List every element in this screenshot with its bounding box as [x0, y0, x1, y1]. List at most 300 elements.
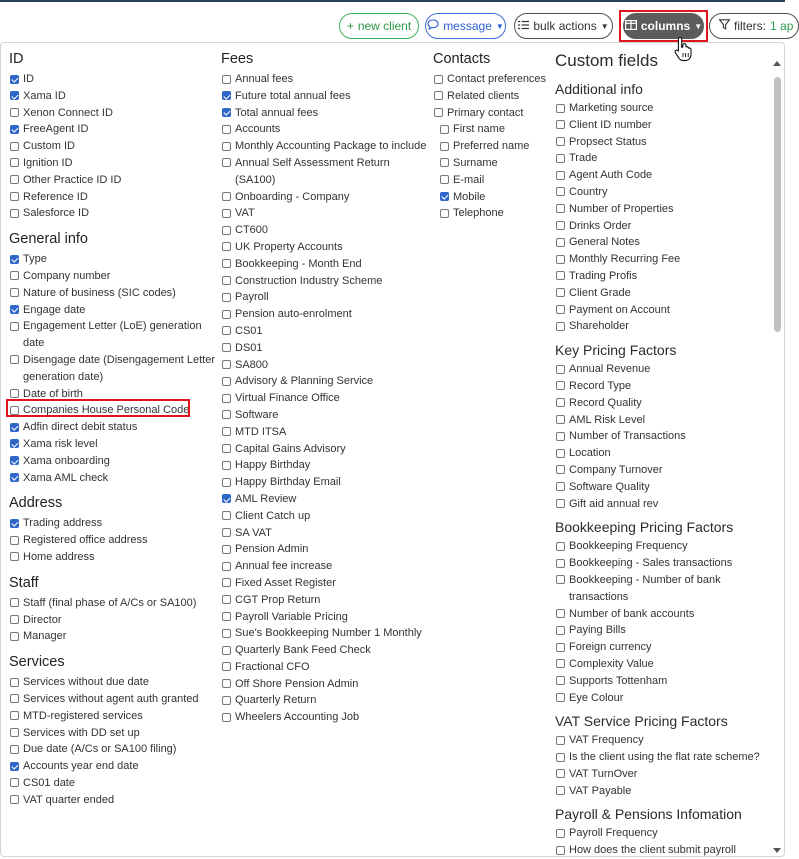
column-option-payroll-frequency[interactable]	[555, 825, 767, 842]
checkbox-unchecked[interactable]	[10, 142, 19, 151]
checkbox-unchecked[interactable]	[10, 271, 19, 280]
checkbox-unchecked[interactable]	[556, 415, 565, 424]
column-option-gift-aid-annual-rev[interactable]	[555, 496, 767, 513]
column-option-capital-gains-advisory[interactable]	[221, 441, 433, 458]
checkbox-unchecked[interactable]	[222, 326, 231, 335]
column-option-trade[interactable]	[555, 150, 767, 167]
column-option-software[interactable]	[221, 407, 433, 424]
column-option-record-type[interactable]	[555, 378, 767, 395]
checkbox-unchecked[interactable]	[222, 528, 231, 537]
column-option-number-of-transactions[interactable]	[555, 428, 767, 445]
checkbox-unchecked[interactable]	[556, 846, 565, 855]
column-option-shareholder[interactable]	[555, 318, 767, 335]
checkbox-checked[interactable]	[10, 473, 19, 482]
column-option-cs01[interactable]	[221, 323, 433, 340]
column-option-preferred-name[interactable]	[439, 138, 555, 155]
column-option-total-annual-fees[interactable]	[221, 105, 433, 122]
column-option-services-without-agent-auth-granted[interactable]	[9, 691, 221, 708]
column-option-pension-admin[interactable]	[221, 541, 433, 558]
checkbox-unchecked[interactable]	[10, 598, 19, 607]
checkbox-unchecked[interactable]	[556, 786, 565, 795]
column-option-trading-address[interactable]	[9, 515, 221, 532]
column-option-monthly-recurring-fee[interactable]	[555, 251, 767, 268]
checkbox-checked[interactable]	[10, 423, 19, 432]
checkbox-unchecked[interactable]	[556, 542, 565, 551]
column-option-paying-bills[interactable]	[555, 622, 767, 639]
column-option-company-turnover[interactable]	[555, 462, 767, 479]
checkbox-unchecked[interactable]	[222, 511, 231, 520]
checkbox-unchecked[interactable]	[556, 221, 565, 230]
checkbox-unchecked[interactable]	[556, 271, 565, 280]
checkbox-unchecked[interactable]	[10, 355, 19, 364]
checkbox-unchecked[interactable]	[556, 104, 565, 113]
column-option-reference-id[interactable]	[9, 189, 221, 206]
column-option-label: Company number	[23, 269, 111, 282]
checkbox-unchecked[interactable]	[556, 693, 565, 702]
column-option-label: Monthly Accounting Package to include	[235, 140, 427, 153]
column-option-due-date-a-cs-or-sa100-filing[interactable]	[9, 741, 221, 758]
column-option-id[interactable]	[9, 71, 221, 88]
column-option-label: SA VAT	[235, 526, 272, 539]
checkbox-unchecked[interactable]	[10, 536, 19, 545]
checkbox-unchecked[interactable]	[10, 795, 19, 804]
checkbox-unchecked[interactable]	[10, 322, 19, 331]
checkbox-unchecked[interactable]	[222, 646, 231, 655]
checkbox-unchecked[interactable]	[222, 276, 231, 285]
column-option-ignition-id[interactable]	[9, 155, 221, 172]
checkbox-unchecked[interactable]	[10, 615, 19, 624]
column-option-label: Xenon Connect ID	[23, 106, 113, 119]
checkbox-unchecked[interactable]	[10, 288, 19, 297]
checkbox-unchecked[interactable]	[556, 769, 565, 778]
column-option-engagement-letter-loe-generation-date[interactable]	[9, 318, 221, 352]
column-option-services-without-due-date[interactable]	[9, 674, 221, 691]
checkbox-unchecked[interactable]	[10, 778, 19, 787]
column-option-complexity-value[interactable]	[555, 656, 767, 673]
checkbox-unchecked[interactable]	[434, 75, 443, 84]
column-option-director[interactable]	[9, 612, 221, 629]
column-option-country[interactable]	[555, 184, 767, 201]
column-option-monthly-accounting-package-to-include[interactable]	[221, 138, 433, 155]
checkbox-unchecked[interactable]	[222, 461, 231, 470]
checkbox-unchecked[interactable]	[10, 711, 19, 720]
column-option-fractional-cfo[interactable]	[221, 659, 433, 676]
checkbox-checked[interactable]	[222, 108, 231, 117]
column-option-label: Engagement Letter (LoE) generation date	[23, 320, 202, 350]
checkbox-checked[interactable]	[10, 255, 19, 264]
column-option-annual-self-assessment-return-sa100[interactable]	[221, 155, 433, 189]
column-option-foreign-currency[interactable]	[555, 639, 767, 656]
checkbox-unchecked[interactable]	[556, 626, 565, 635]
column-option-trading-profis[interactable]	[555, 268, 767, 285]
column-option-label: AML Review	[235, 492, 297, 505]
column-option-eye-colour[interactable]	[555, 690, 767, 707]
column-option-off-shore-pension-admin[interactable]	[221, 676, 433, 693]
column-option-label: Happy Birthday Email	[235, 476, 341, 489]
checkbox-unchecked[interactable]	[556, 643, 565, 652]
checkbox-checked[interactable]	[10, 91, 19, 100]
column-option-label: Annual fees	[235, 73, 294, 85]
column-option-services-with-dd-set-up[interactable]	[9, 725, 221, 742]
column-option-label: Disengage date (Disengagement Letter generation date)	[23, 353, 216, 383]
checkbox-unchecked[interactable]	[10, 158, 19, 167]
column-option-general-notes[interactable]	[555, 234, 767, 251]
scroll-up-arrow-icon[interactable]	[773, 61, 781, 66]
checkbox-unchecked[interactable]	[222, 679, 231, 688]
checkbox-unchecked[interactable]	[222, 226, 231, 235]
column-option-fixed-asset-register[interactable]	[221, 575, 433, 592]
checkbox-checked[interactable]	[10, 75, 19, 84]
column-option-label: Record Type	[569, 379, 632, 392]
checkbox-unchecked[interactable]	[222, 310, 231, 319]
column-option-annual-fees[interactable]	[221, 71, 433, 88]
section-title-general-info: General info	[9, 231, 88, 248]
checkbox-unchecked[interactable]	[10, 728, 19, 737]
column-option-drinks-order[interactable]	[555, 218, 767, 235]
column-option-label: Paying Bills	[569, 624, 626, 637]
column-option-label: First name	[453, 123, 505, 136]
column-option-construction-industry-scheme[interactable]	[221, 273, 433, 290]
checkbox-unchecked[interactable]	[222, 595, 231, 604]
column-option-happy-birthday[interactable]	[221, 457, 433, 474]
column-option-manager[interactable]	[9, 628, 221, 645]
checkbox-unchecked[interactable]	[222, 612, 231, 621]
column-option-label: Supports Tottenham	[569, 674, 668, 687]
panel-scrollbar[interactable]	[770, 57, 784, 857]
checkbox-unchecked[interactable]	[222, 410, 231, 419]
filter-funnel-icon	[719, 19, 730, 33]
checkbox-checked[interactable]	[222, 494, 231, 503]
column-option-label: Staff (final phase of A/Cs or SA100)	[23, 596, 197, 609]
checkbox-unchecked[interactable]	[222, 562, 231, 571]
column-option-is-the-client-using-the-flat-rate-scheme[interactable]	[555, 749, 767, 766]
column-option-label: Nature of business (SIC codes)	[23, 286, 176, 299]
column-option-number-of-properties[interactable]	[555, 201, 767, 218]
column-option-label: Ignition ID	[23, 156, 73, 169]
checkbox-unchecked[interactable]	[556, 365, 565, 374]
column-option-other-practice-id-id[interactable]	[9, 172, 221, 189]
checkbox-unchecked[interactable]	[556, 238, 565, 247]
column-option-nature-of-business-sic-codes[interactable]	[9, 285, 221, 302]
column-option-type[interactable]	[9, 251, 221, 268]
filters-button[interactable]	[709, 13, 799, 39]
column-option-related-clients[interactable]	[433, 88, 555, 105]
column-option-label: Marketing source	[569, 102, 654, 114]
checkbox-unchecked[interactable]	[556, 120, 565, 129]
checkbox-unchecked[interactable]	[10, 209, 19, 218]
checkbox-unchecked[interactable]	[10, 678, 19, 687]
column-option-accounts-year-end-date[interactable]	[9, 758, 221, 775]
checkbox-unchecked[interactable]	[222, 125, 231, 134]
column-option-label: UK Property Accounts	[235, 240, 343, 253]
column-option-payroll-variable-pricing[interactable]	[221, 609, 433, 626]
column-option-label: Number of Transactions	[569, 430, 686, 443]
checkbox-unchecked[interactable]	[222, 478, 231, 487]
filters-label: filters:	[734, 19, 767, 33]
column-option-marketing-source[interactable]	[555, 100, 767, 117]
checkbox-unchecked[interactable]	[556, 398, 565, 407]
checkbox-unchecked[interactable]	[556, 381, 565, 390]
checkbox-unchecked[interactable]	[222, 662, 231, 671]
column-option-xama-aml-check[interactable]	[9, 470, 221, 487]
checkbox-unchecked[interactable]	[10, 632, 19, 641]
column-option-location[interactable]	[555, 445, 767, 462]
column-option-cgt-prop-return[interactable]	[221, 592, 433, 609]
checkbox-unchecked[interactable]	[10, 694, 19, 703]
column-option-telephone[interactable]	[439, 205, 555, 222]
column-option-onboarding-company[interactable]	[221, 189, 433, 206]
column-option-bookkeeping-sales-transactions[interactable]	[555, 555, 767, 572]
checkbox-unchecked[interactable]	[556, 255, 565, 264]
column-option-future-total-annual-fees[interactable]	[221, 88, 433, 105]
column-option-agent-auth-code[interactable]	[555, 167, 767, 184]
checkbox-checked[interactable]	[10, 305, 19, 314]
column-option-client-id-number[interactable]	[555, 117, 767, 134]
checkbox-unchecked[interactable]	[556, 559, 565, 568]
column-option-label: Payroll Frequency	[569, 827, 658, 840]
column-option-wheelers-accounting-job[interactable]	[221, 709, 433, 726]
column-option-quarterly-return[interactable]	[221, 692, 433, 709]
checkbox-unchecked[interactable]	[10, 108, 19, 117]
checkbox-checked[interactable]	[10, 456, 19, 465]
message-button[interactable]	[425, 13, 506, 39]
checkbox-unchecked[interactable]	[556, 305, 565, 314]
column-option-label: Quarterly Return	[235, 694, 317, 707]
column-option-client-catch-up[interactable]	[221, 508, 433, 525]
checkbox-unchecked[interactable]	[222, 209, 231, 218]
bulk-actions-button[interactable]	[514, 13, 613, 39]
checkbox-unchecked[interactable]	[440, 209, 449, 218]
column-option-how-does-the-client-submit-payroll[interactable]	[555, 842, 767, 859]
checkbox-unchecked[interactable]	[556, 736, 565, 745]
column-option-label: Gift aid annual rev	[569, 497, 659, 510]
column-option-bookkeeping-month-end[interactable]	[221, 256, 433, 273]
column-option-sa800[interactable]	[221, 357, 433, 374]
checkbox-unchecked[interactable]	[556, 575, 565, 584]
scroll-down-arrow-icon[interactable]	[773, 848, 781, 853]
checkbox-checked[interactable]	[10, 439, 19, 448]
checkbox-unchecked[interactable]	[10, 175, 19, 184]
checkbox-unchecked[interactable]	[10, 745, 19, 754]
checkbox-unchecked[interactable]	[440, 175, 449, 184]
column-option-bookkeeping-frequency[interactable]	[555, 538, 767, 555]
column-option-label: Happy Birthday	[235, 459, 311, 472]
column-option-ct600[interactable]	[221, 222, 433, 239]
new-client-button[interactable]	[339, 13, 419, 39]
checkbox-unchecked[interactable]	[222, 696, 231, 705]
checkbox-unchecked[interactable]	[556, 322, 565, 331]
column-option-annual-fee-increase[interactable]	[221, 558, 433, 575]
column-option-xama-onboarding[interactable]	[9, 453, 221, 470]
column-option-salesforce-id[interactable]	[9, 205, 221, 222]
column-option-record-quality[interactable]	[555, 395, 767, 412]
checkbox-unchecked[interactable]	[440, 142, 449, 151]
column-option-accounts[interactable]	[221, 121, 433, 138]
checkbox-unchecked[interactable]	[10, 389, 19, 398]
checkbox-unchecked[interactable]	[556, 171, 565, 180]
column-option-label: DS01	[235, 341, 263, 354]
column-option-virtual-finance-office[interactable]	[221, 390, 433, 407]
column-option-number-of-bank-accounts[interactable]	[555, 606, 767, 623]
checkbox-checked[interactable]	[10, 519, 19, 528]
column-option-vat[interactable]	[221, 205, 433, 222]
column-option-xama-id[interactable]	[9, 88, 221, 105]
column-option-adfin-direct-debit-status[interactable]	[9, 419, 221, 436]
checkbox-unchecked[interactable]	[222, 377, 231, 386]
checkbox-unchecked[interactable]	[556, 753, 565, 762]
column-option-xama-risk-level[interactable]	[9, 436, 221, 453]
checkbox-unchecked[interactable]	[222, 242, 231, 251]
column-option-registered-office-address[interactable]	[9, 532, 221, 549]
checkbox-checked[interactable]	[10, 762, 19, 771]
column-option-freeagent-id[interactable]	[9, 121, 221, 138]
column-option-mobile[interactable]	[439, 189, 555, 206]
scrollbar-thumb[interactable]	[774, 77, 781, 332]
column-option-staff-final-phase-of-a-cs-or-sa100[interactable]	[9, 595, 221, 612]
checkbox-unchecked[interactable]	[222, 545, 231, 554]
column-option-mtd-itsa[interactable]	[221, 424, 433, 441]
column-option-advisory-planning-service[interactable]	[221, 373, 433, 390]
column-option-uk-property-accounts[interactable]	[221, 239, 433, 256]
column-option-label: Future total annual fees	[235, 89, 351, 102]
checkbox-unchecked[interactable]	[222, 158, 231, 167]
checkbox-unchecked[interactable]	[222, 394, 231, 403]
caret-down-icon: ▼	[495, 21, 504, 31]
column-option-label: Onboarding - Company	[235, 190, 350, 203]
column-option-bookkeeping-number-of-bank-transactions[interactable]	[555, 572, 767, 606]
column-option-label: MTD-registered services	[23, 709, 143, 722]
checkbox-unchecked[interactable]	[222, 192, 231, 201]
checkbox-unchecked[interactable]	[440, 158, 449, 167]
column-option-aml-review[interactable]	[221, 491, 433, 508]
checkbox-unchecked[interactable]	[222, 75, 231, 84]
column-option-quarterly-bank-feed-check[interactable]	[221, 642, 433, 659]
section-title-bookkeeping-pricing-factors: Bookkeeping Pricing Factors	[555, 519, 734, 536]
column-option-ds01[interactable]	[221, 340, 433, 357]
column-option-label: Payroll Variable Pricing	[235, 610, 348, 623]
column-option-company-number[interactable]	[9, 268, 221, 285]
column-option-label: Bookkeeping - Sales transactions	[569, 557, 733, 570]
checkbox-unchecked[interactable]	[222, 142, 231, 151]
column-option-label: Payment on Account	[569, 303, 670, 316]
checkbox-unchecked[interactable]	[222, 444, 231, 453]
column-option-vat-frequency[interactable]	[555, 732, 767, 749]
column-option-disengage-date-disengagement-letter-generation-date[interactable]	[9, 352, 221, 386]
checkbox-unchecked[interactable]	[10, 192, 19, 201]
checkbox-unchecked[interactable]	[556, 609, 565, 618]
checkbox-checked[interactable]	[440, 192, 449, 201]
column-option-software-quality[interactable]	[555, 479, 767, 496]
checkbox-unchecked[interactable]	[222, 578, 231, 587]
column-option-first-name[interactable]	[439, 121, 555, 138]
checkbox-unchecked[interactable]	[222, 427, 231, 436]
column-group-custom-fields	[555, 43, 767, 859]
checkbox-unchecked[interactable]	[556, 449, 565, 458]
checkbox-unchecked[interactable]	[556, 187, 565, 196]
column-option-mtd-registered-services[interactable]	[9, 708, 221, 725]
checkbox-unchecked[interactable]	[440, 125, 449, 134]
column-option-label: Custom ID	[23, 140, 75, 153]
section-title-key-pricing-factors: Key Pricing Factors	[555, 342, 677, 359]
column-option-contact-preferences[interactable]	[433, 71, 555, 88]
column-option-label: Annual fee increase	[235, 560, 333, 573]
column-option-sue-s-bookkeeping-number-1-monthly[interactable]	[221, 625, 433, 642]
checkbox-unchecked[interactable]	[556, 659, 565, 668]
column-option-happy-birthday-email[interactable]	[221, 474, 433, 491]
column-option-label: Other Practice ID ID	[23, 173, 122, 186]
column-option-vat-payable[interactable]	[555, 783, 767, 800]
checkbox-unchecked[interactable]	[222, 259, 231, 268]
column-option-xenon-connect-id[interactable]	[9, 105, 221, 122]
column-option-vat-quarter-ended[interactable]	[9, 792, 221, 809]
checkbox-unchecked[interactable]	[222, 713, 231, 722]
checkbox-unchecked[interactable]	[556, 482, 565, 491]
checkbox-unchecked[interactable]	[556, 137, 565, 146]
checkbox-unchecked[interactable]	[222, 343, 231, 352]
checkbox-unchecked[interactable]	[556, 465, 565, 474]
checkbox-unchecked[interactable]	[556, 204, 565, 213]
column-option-e-mail[interactable]	[439, 172, 555, 189]
checkbox-unchecked[interactable]	[556, 499, 565, 508]
section-title-address: Address	[9, 495, 63, 512]
column-option-pension-auto-enrolment[interactable]	[221, 306, 433, 323]
checkbox-unchecked[interactable]	[222, 293, 231, 302]
checkbox-unchecked[interactable]	[556, 154, 565, 163]
column-option-label: Accounts	[235, 123, 281, 136]
column-option-aml-risk-level[interactable]	[555, 412, 767, 429]
checkbox-checked[interactable]	[10, 125, 19, 134]
column-option-home-address[interactable]	[9, 549, 221, 566]
checkbox-unchecked[interactable]	[556, 432, 565, 441]
checkbox-unchecked[interactable]	[434, 108, 443, 117]
column-option-surname[interactable]	[439, 155, 555, 172]
column-option-label: Reference ID	[23, 190, 88, 203]
checkbox-unchecked[interactable]	[10, 552, 19, 561]
column-option-primary-contact[interactable]	[433, 105, 555, 122]
checkbox-unchecked[interactable]	[556, 676, 565, 685]
section-title-fees: Fees	[221, 51, 254, 67]
column-option-custom-id[interactable]	[9, 138, 221, 155]
checkbox-unchecked[interactable]	[222, 629, 231, 638]
column-option-propsect-status[interactable]	[555, 134, 767, 151]
column-option-label: Monthly Recurring Fee	[569, 253, 681, 266]
checkbox-unchecked[interactable]	[556, 288, 565, 297]
checkbox-unchecked[interactable]	[222, 360, 231, 369]
column-option-label: Quarterly Bank Feed Check	[235, 644, 371, 657]
column-option-client-grade[interactable]	[555, 285, 767, 302]
column-option-label: Advisory & Planning Service	[235, 375, 374, 388]
checkbox-unchecked[interactable]	[434, 91, 443, 100]
column-option-label: Manager	[23, 630, 67, 643]
column-option-engage-date[interactable]	[9, 302, 221, 319]
column-option-payment-on-account[interactable]	[555, 302, 767, 319]
column-option-cs01-date[interactable]	[9, 775, 221, 792]
column-option-label: VAT Payable	[569, 784, 632, 797]
column-option-label: Date of birth	[23, 387, 83, 400]
checkbox-checked[interactable]	[222, 91, 231, 100]
checkbox-unchecked[interactable]	[556, 829, 565, 838]
column-option-vat-turnover[interactable]	[555, 766, 767, 783]
column-option-payroll[interactable]	[221, 289, 433, 306]
column-option-label: Total annual fees	[235, 106, 319, 119]
column-option-annual-revenue[interactable]	[555, 361, 767, 378]
new-client-label: new client	[357, 19, 412, 33]
column-option-supports-tottenham[interactable]	[555, 673, 767, 690]
column-option-label: Bookkeeping - Number of bank transactions	[569, 573, 721, 603]
column-option-sa-vat[interactable]	[221, 525, 433, 542]
column-option-label: Telephone	[453, 207, 504, 220]
column-group-2	[221, 43, 433, 726]
